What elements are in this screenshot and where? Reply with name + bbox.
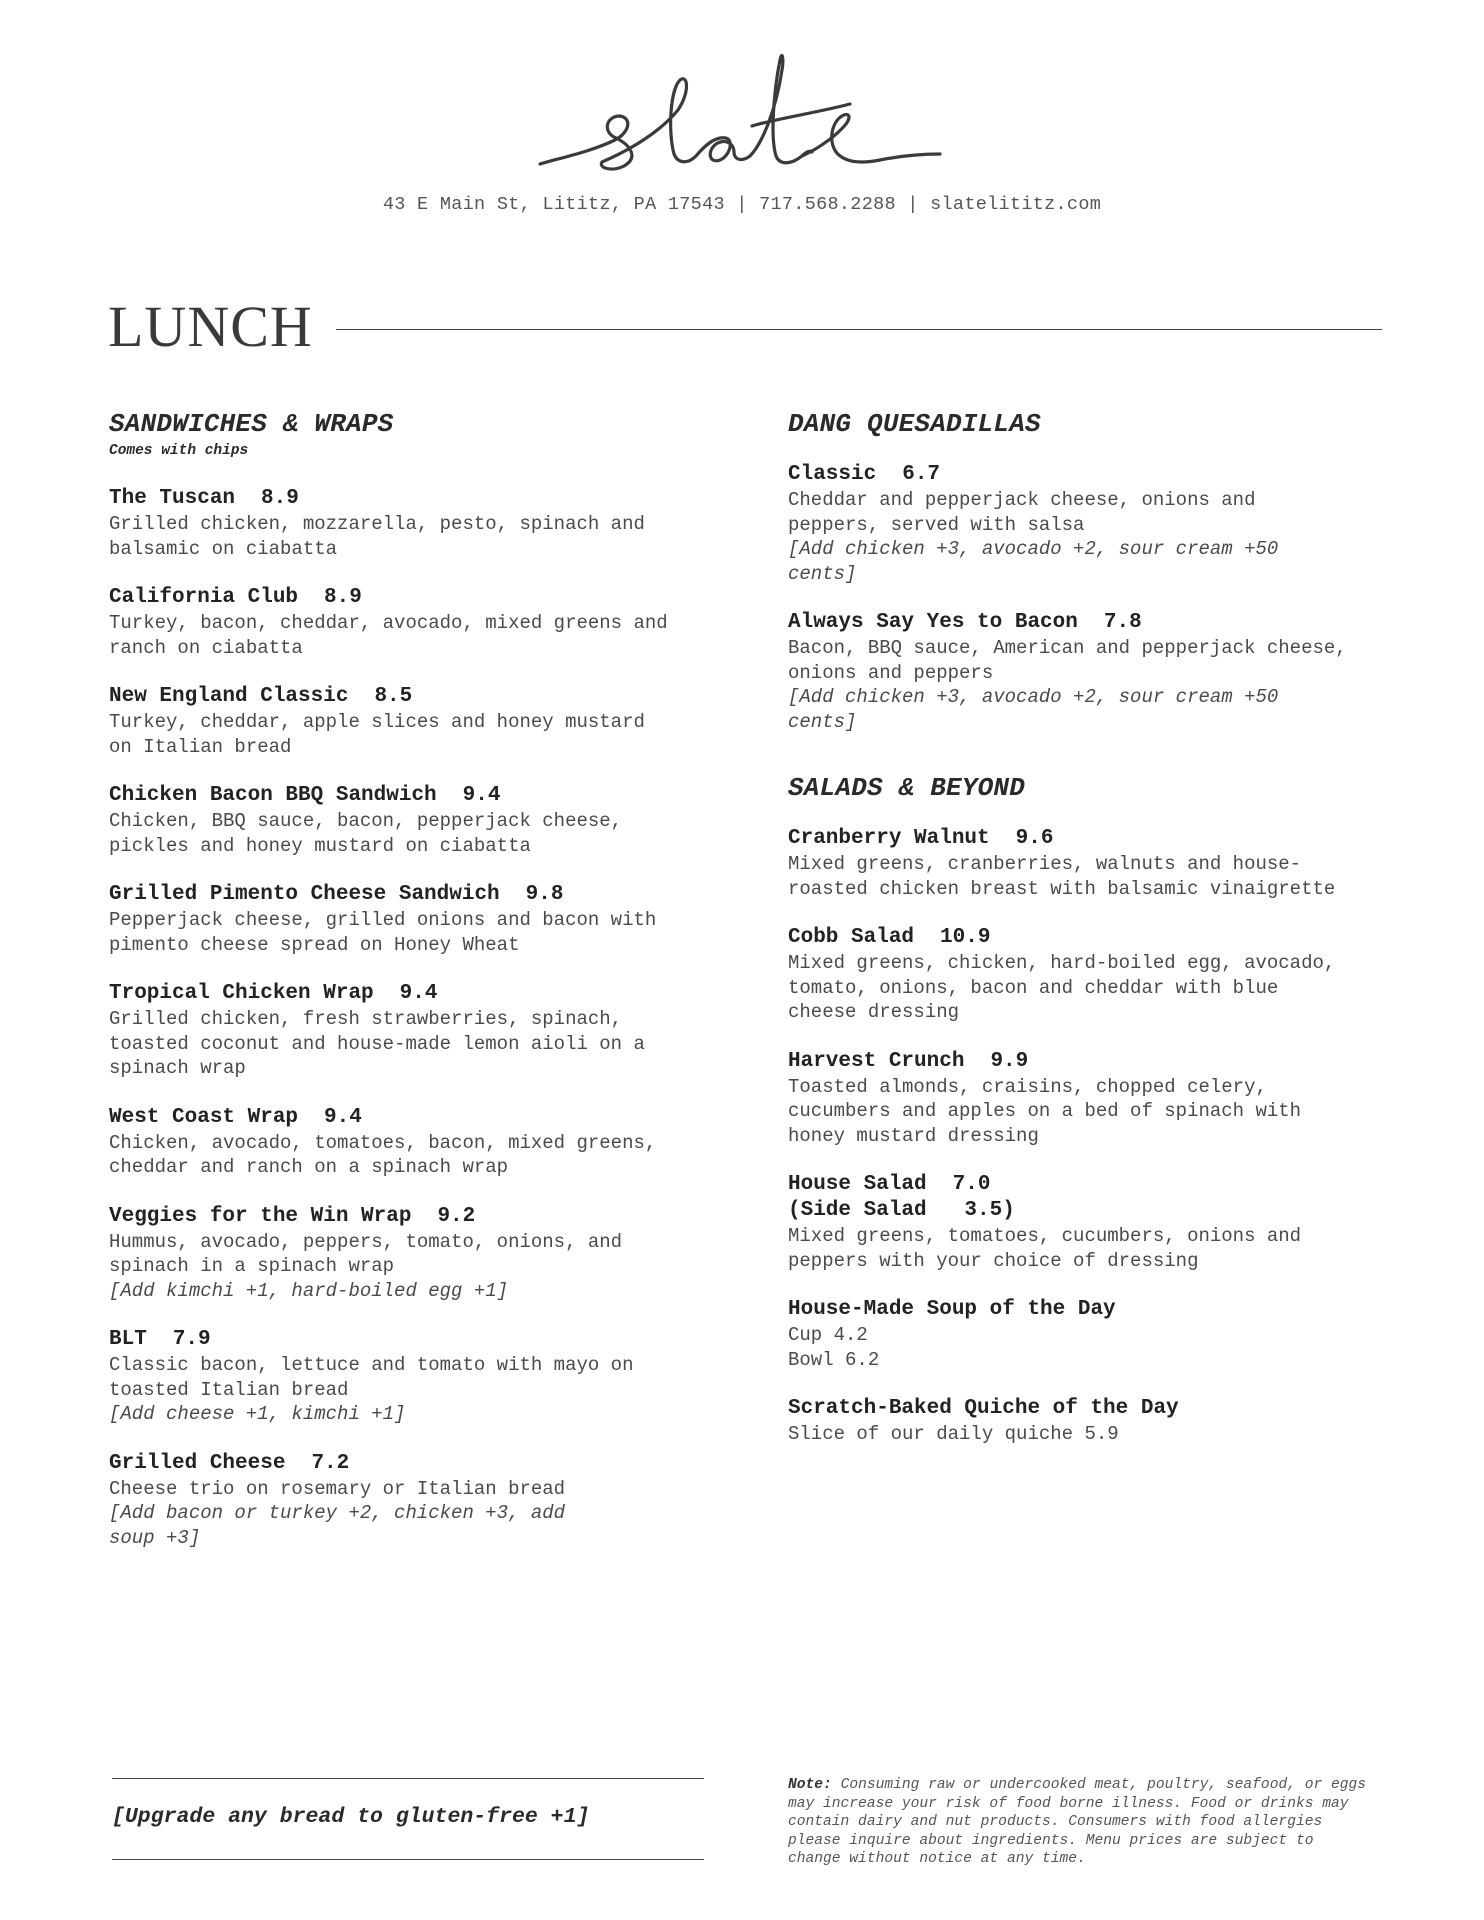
item-name: Chicken Bacon BBQ Sandwich bbox=[109, 784, 437, 807]
item-addons: [Add chicken +3, avocado +2, sour cream +50 cents] bbox=[788, 686, 1279, 733]
item-description: Pepperjack cheese, grilled onions and bacon with pimento cheese spread on Honey Wheat bbox=[109, 909, 657, 956]
item-description: Mixed greens, chicken, hard-boiled egg, avocado, tomato, onions, bacon and cheddar with blue cheese dressing bbox=[788, 952, 1336, 1023]
item-description: Turkey, cheddar, apple slices and honey mustard on Italian bread bbox=[109, 711, 645, 758]
menu-item bbox=[788, 610, 1348, 734]
item-price: 8.9 bbox=[261, 487, 299, 510]
upgrade-rule-bottom bbox=[112, 1859, 704, 1860]
item-description: Mixed greens, cranberries, walnuts and house-roasted chicken breast with balsamic vinaigrette bbox=[788, 853, 1336, 900]
item-description: Turkey, bacon, cheddar, avocado, mixed greens and ranch on ciabatta bbox=[109, 612, 668, 659]
menu-item bbox=[109, 783, 669, 858]
gluten-free-upgrade: [Upgrade any bread to gluten-free +1] bbox=[112, 1805, 590, 1829]
item-name: Veggies for the Win Wrap bbox=[109, 1204, 412, 1228]
item-name: West Coast Wrap bbox=[109, 1105, 299, 1129]
item-description: Grilled chicken, fresh strawberries, spinach, toasted coconut and house-made lemon aioli on a spinach wrap bbox=[109, 1008, 645, 1079]
section-heading: DANG QUESADILLAS bbox=[788, 409, 1041, 439]
menu-item bbox=[109, 1105, 669, 1180]
note-text: Consuming raw or undercooked meat, poultry, seafood, or eggs may increase your risk of food borne illness. Food or drinks may contain dairy and nut products. Consumers with food allergies please inquire about ingredients. Menu prices are subject to change without notice at any time. bbox=[788, 1777, 1367, 1868]
soup-bowl-price: Bowl 6.2 bbox=[788, 1348, 880, 1371]
item-price: 7.8 bbox=[1103, 611, 1142, 634]
item-name: BLT bbox=[109, 1328, 147, 1351]
title-divider bbox=[336, 329, 1382, 330]
section-heading: SANDWICHES & WRAPS bbox=[109, 409, 394, 439]
item-price: 7.9 bbox=[172, 1328, 211, 1351]
item-name: The Tuscan bbox=[109, 487, 236, 510]
item-name: Grilled Pimento Cheese Sandwich bbox=[109, 883, 500, 906]
address-line: 43 E Main St, Lititz, PA 17543 | 717.568.2288 | slatelititz.com bbox=[382, 194, 1102, 215]
item-price: 7.2 bbox=[311, 1451, 350, 1475]
item-description: Cheddar and pepperjack cheese, onions and peppers, served with salsa bbox=[788, 489, 1256, 536]
menu-item bbox=[788, 925, 1348, 1025]
item-price: 6.7 bbox=[902, 463, 941, 486]
side-salad-price: (Side Salad 3.5) bbox=[788, 1199, 1015, 1222]
section-heading: SALADS & BEYOND bbox=[788, 773, 1026, 803]
item-name: Harvest Crunch bbox=[788, 1049, 965, 1073]
item-description: Grilled chicken, mozzarella, pesto, spinach and balsamic on ciabatta bbox=[109, 513, 645, 560]
item-name: Classic bbox=[788, 463, 877, 486]
item-addons: [Add bacon or turkey +2, chicken +3, add soup +3] bbox=[109, 1502, 566, 1549]
item-description: Slice of our daily quiche 5.9 bbox=[788, 1423, 1119, 1445]
menu-item bbox=[109, 1204, 669, 1304]
menu-item bbox=[109, 981, 669, 1081]
item-name: Cranberry Walnut bbox=[788, 827, 990, 850]
item-name: Cobb Salad bbox=[788, 926, 915, 949]
menu-item bbox=[109, 684, 669, 759]
menu-item bbox=[109, 486, 669, 561]
upgrade-rule-top bbox=[112, 1778, 704, 1779]
item-price: 7.0 bbox=[952, 1173, 991, 1196]
menu-item bbox=[109, 585, 669, 660]
item-price: 8.9 bbox=[324, 586, 362, 609]
section-subheading: Comes with chips bbox=[109, 443, 249, 459]
item-name: New England Classic bbox=[109, 685, 349, 708]
item-price: 9.9 bbox=[990, 1049, 1029, 1073]
menu-item bbox=[788, 1172, 1348, 1273]
slate-logo bbox=[520, 40, 960, 180]
item-price: 9.4 bbox=[399, 982, 438, 1005]
menu-item bbox=[109, 1327, 669, 1427]
item-description: Chicken, BBQ sauce, bacon, pepperjack cheese, pickles and honey mustard on ciabatta bbox=[109, 810, 623, 857]
item-name: Tropical Chicken Wrap bbox=[109, 982, 374, 1005]
item-description: Bacon, BBQ sauce, American and pepperjack cheese, onions and peppers bbox=[788, 637, 1347, 684]
item-price: 8.5 bbox=[374, 685, 413, 708]
menu-item bbox=[788, 1396, 1348, 1447]
item-price: 9.2 bbox=[437, 1204, 476, 1228]
item-name: Grilled Cheese bbox=[109, 1451, 286, 1475]
item-addons: [Add cheese +1, kimchi +1] bbox=[109, 1403, 406, 1425]
item-addons: [Add chicken +3, avocado +2, sour cream +50 cents] bbox=[788, 538, 1279, 585]
item-name: House-Made Soup of the Day bbox=[788, 1298, 1116, 1321]
item-price: 9.6 bbox=[1015, 827, 1054, 850]
menu-item bbox=[788, 1297, 1348, 1372]
menu-item bbox=[788, 1049, 1348, 1149]
item-price: 9.4 bbox=[462, 784, 501, 807]
item-price: 9.8 bbox=[525, 883, 564, 906]
item-name: House Salad bbox=[788, 1173, 927, 1196]
item-name: Always Say Yes to Bacon bbox=[788, 611, 1078, 634]
sandwiches-section bbox=[109, 408, 669, 1550]
menu-title: LUNCH bbox=[108, 294, 313, 359]
item-description: Hummus, avocado, peppers, tomato, onions, and spinach in a spinach wrap bbox=[109, 1230, 623, 1277]
item-description: Classic bacon, lettuce and tomato with mayo on toasted Italian bread bbox=[109, 1354, 634, 1401]
item-description: Toasted almonds, craisins, chopped celery, cucumbers and apples on a bed of spinach with honey mustard dressing bbox=[788, 1075, 1302, 1147]
item-description: Mixed greens, tomatoes, cucumbers, onions and peppers with your choice of dressing bbox=[788, 1225, 1302, 1272]
item-description: Cheese trio on rosemary or Italian bread bbox=[109, 1477, 566, 1500]
item-price: 9.4 bbox=[324, 1105, 362, 1129]
menu-item bbox=[788, 826, 1348, 901]
menu-item bbox=[109, 882, 669, 957]
item-addons: [Add kimchi +1, hard-boiled egg +1] bbox=[109, 1279, 509, 1302]
menu-item bbox=[109, 1451, 669, 1551]
soup-cup-price: Cup 4.2 bbox=[788, 1324, 868, 1346]
allergy-note bbox=[788, 1776, 1368, 1869]
note-label: Note: bbox=[788, 1777, 832, 1793]
item-price: 10.9 bbox=[940, 926, 991, 949]
quesadillas-salads-section bbox=[788, 408, 1348, 1447]
item-description: Chicken, avocado, tomatoes, bacon, mixed greens, cheddar and ranch on a spinach wrap bbox=[109, 1131, 657, 1178]
menu-item bbox=[788, 462, 1348, 586]
item-name: California Club bbox=[109, 586, 299, 609]
item-name: Scratch-Baked Quiche of the Day bbox=[788, 1397, 1179, 1420]
